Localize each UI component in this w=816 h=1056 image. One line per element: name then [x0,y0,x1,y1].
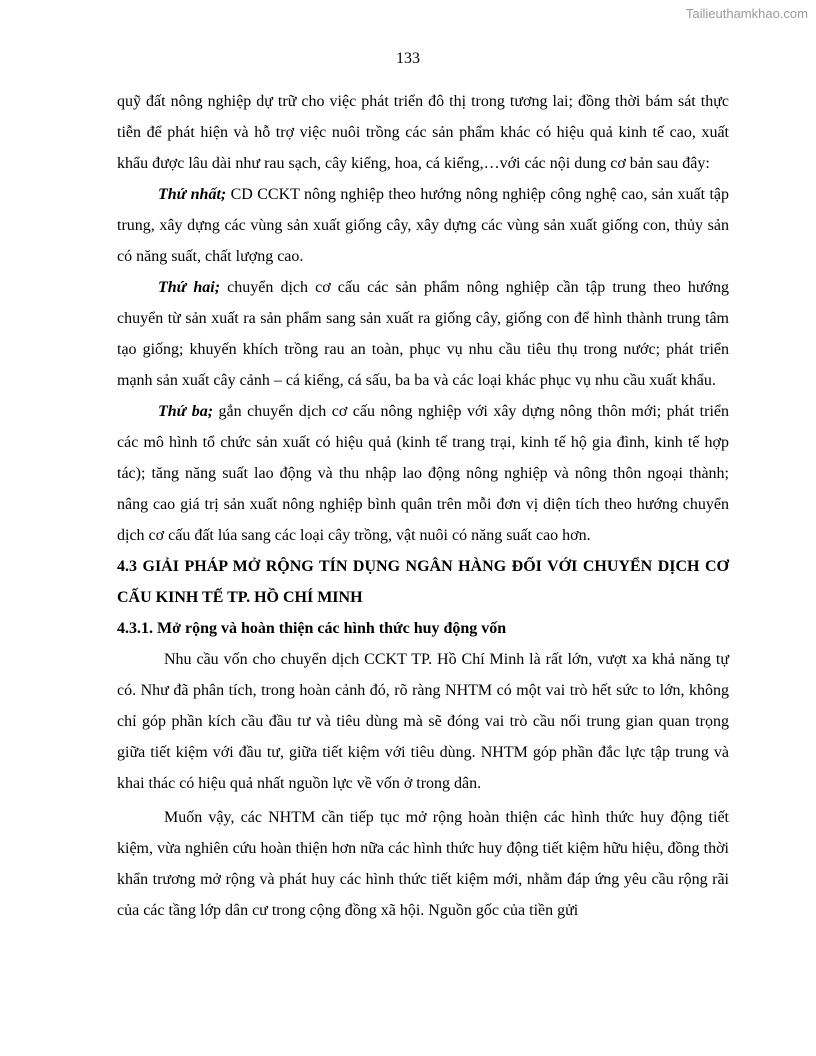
paragraph-second-point [117,272,729,396]
third-point-lead: Thứ ba; [158,403,214,420]
section-heading: 4.3 GIẢI PHÁP MỞ RỘNG TÍN DỤNG NGÂN HÀNG ĐỐI VỚI CHUYỂN DỊCH CƠ CẤU KINH TẾ TP. HỒ CHÍ MINH [117,558,729,606]
second-point-text: chuyển dịch cơ cấu các sản phẩm nông nghiệp cần tập trung theo hướng chuyển từ sản xuất ra sản phẩm sang sản xuất ra giống cây, giống con để hình thành trung tâm tạo giống; khuyến khích trồng rau an toàn, phục vụ nhu cầu tiêu thụ trong nước; phát triển mạnh sản xuất cây cảnh – cá kiểng, cá sấu, ba ba và các loại khác phục vụ nhu cầu xuất khẩu. [117,279,729,389]
paragraph-third-point [117,396,729,551]
paragraph-mobilization: Muốn vậy, các NHTM cần tiếp tục mở rộng hoàn thiện các hình thức huy động tiết kiệm, vừa nghiên cứu hoàn thiện hơn nữa các hình thức huy động tiết kiệm hữu hiệu, đồng thời khẩn trương mở rộng và phát huy các hình thức tiết kiệm mới, nhằm đáp ứng yêu cầu rộng rãi của các tầng lớp dân cư trong cộng đồng xã hội. Nguồn gốc của tiền gửi [117,809,729,919]
first-point-text: CD CCKT nông nghiệp theo hướng nông nghiệp công nghệ cao, sản xuất tập trung, xây dựng các vùng sản xuất giống cây, xây dựng các vùng sản xuất giống con, thủy sản có năng suất, chất lượng cao. [117,186,730,265]
page-number: 133 [396,50,420,67]
paragraph-first-point [117,179,729,272]
first-point-lead: Thứ nhất; [158,186,227,203]
second-point-lead: Thứ hai; [158,279,221,296]
paragraph-capital-demand: Nhu cầu vốn cho chuyển dịch CCKT TP. Hồ Chí Minh là rất lớn, vượt xa khả năng tự có. Như đã phân tích, trong hoàn cảnh đó, rõ ràng NHTM có một vai trò hết sức to lớn, không chỉ góp phần kích cầu đầu tư và tiêu dùng mà sẽ đóng vai trò cầu nối trung gian quan trọng giữa tiết kiệm với đầu tư, giữa tiết kiệm với tiêu dùng. NHTM góp phần đắc lực tập trung và khai thác có hiệu quả nhất nguồn lực về vốn ở trong dân. [117,651,729,792]
paragraph-continuation: quỹ đất nông nghiệp dự trữ cho việc phát triển đô thị trong tương lai; đồng thời bám sát thực tiễn để phát hiện và hỗ trợ việc nuôi trồng các sản phẩm khác có hiệu quả kinh tế cao, xuất khẩu được lâu dài như rau sạch, cây kiểng, hoa, cá kiểng,…với các nội dung cơ bản sau đây: [117,93,729,172]
document-body [117,86,729,926]
sub-heading: 4.3.1. Mở rộng và hoàn thiện các hình thức huy động vốn [117,620,507,637]
third-point-text: gắn chuyển dịch cơ cấu nông nghiệp với xây dựng nông thôn mới; phát triển các mô hình tổ chức sản xuất có hiệu quả (kinh tế trang trại, kinh tế hộ gia đình, kinh tế hợp tác); tăng năng suất lao động và thu nhập lao động nông nghiệp và nông thôn ngoại thành; nâng cao giá trị sản xuất nông nghiệp bình quân trên mỗi đơn vị diện tích theo hướng chuyển dịch cơ cấu đất lúa sang các loại cây trồng, vật nuôi có năng suất cao hơn. [117,403,730,544]
watermark: Tailieuthamkhao.com [685,6,808,21]
